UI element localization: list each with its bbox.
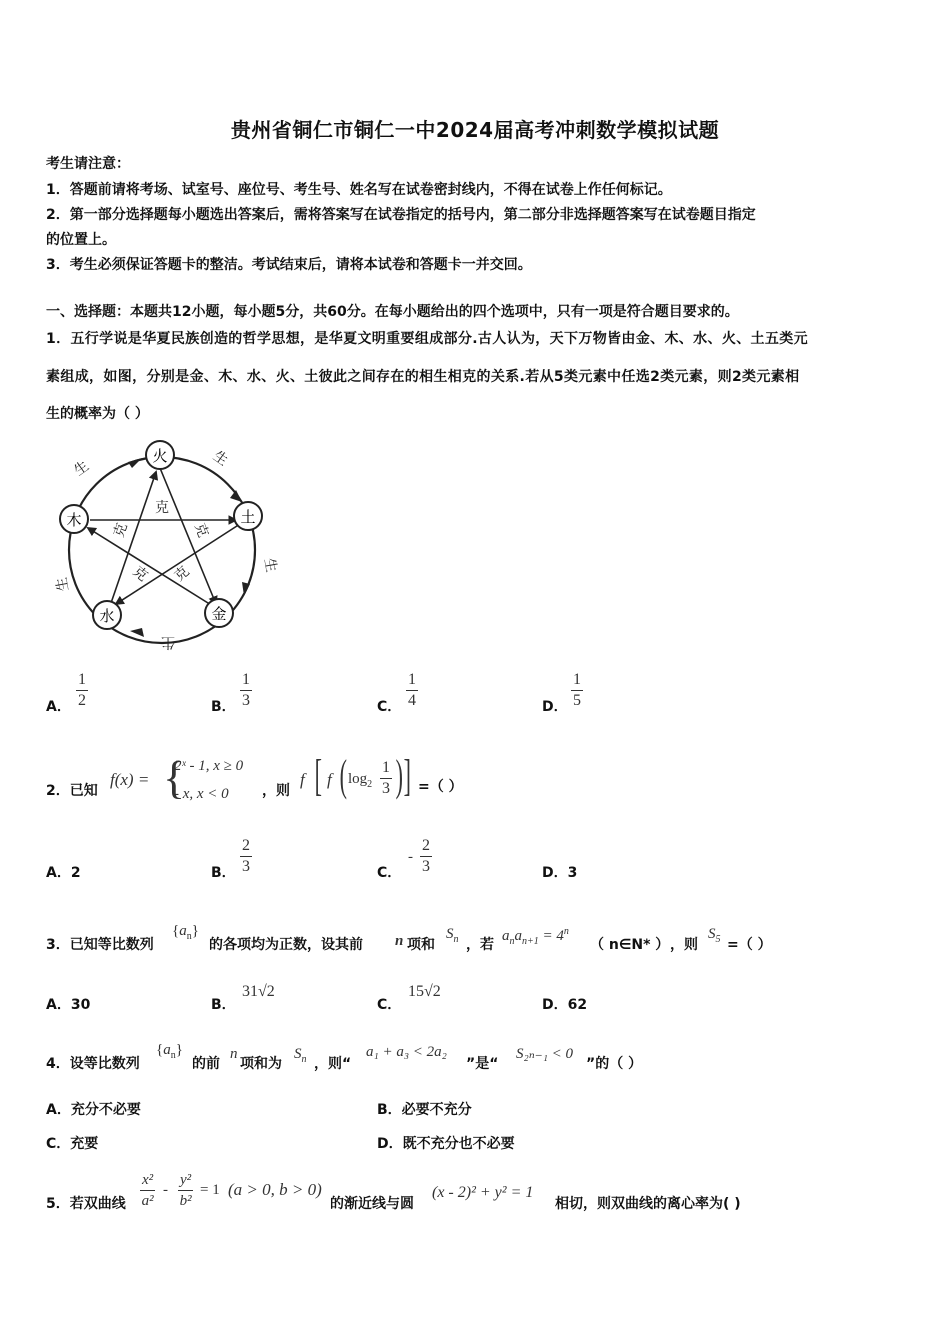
q4-prefix: 4．设等比数列 — [46, 1056, 140, 1072]
q1-option-d[interactable]: D． — [542, 699, 568, 715]
q4-text-1: 的前 — [192, 1056, 220, 1072]
notice-heading: 考生请注意： — [46, 156, 130, 172]
q2-paren-left: ( — [339, 751, 347, 800]
q2-f-inner: f — [327, 770, 332, 789]
notice-item-2: 2．第一部分选择题每小题选出答案后，需将答案写在试卷指定的括号内，第二部分非选择题答案写在试卷题目指定 — [46, 207, 756, 223]
ke-label: 克 — [191, 521, 211, 540]
notice-item-3: 3．考生必须保证答题卡的整洁。考试结束后，请将本试卷和答题卡一并交回。 — [46, 257, 532, 273]
q4-option-c[interactable]: C．充要 — [46, 1136, 99, 1152]
q2-bracket-left: [ — [314, 751, 322, 800]
q3-text-2: 项和 — [407, 937, 435, 953]
sheng-label: 生 — [260, 557, 280, 574]
page-title: 贵州省铜仁市铜仁一中2024届高考冲刺数学模拟试题 — [230, 118, 720, 142]
q3-S: $S_n$ — [446, 926, 459, 945]
q4-S: $S_n$ — [294, 1046, 307, 1065]
q1-option-b[interactable]: B． — [211, 699, 236, 715]
q2-brace: { — [163, 752, 186, 803]
sheng-label: 生 — [161, 634, 175, 650]
sheng-label: 生 — [209, 448, 231, 470]
q4-n: n — [230, 1046, 238, 1062]
q3-option-b[interactable]: B． — [211, 997, 236, 1013]
notice-item-2-cont: 的位置上。 — [46, 232, 116, 248]
q2-suffix: =（ ） — [418, 779, 463, 795]
q3-text-3: ，若 — [466, 937, 494, 953]
node-water-label: 水 — [99, 607, 115, 625]
ke-label: 克 — [111, 521, 131, 540]
q1-line-3: 生的概率为（ ） — [46, 406, 149, 422]
q4-text-3: ，则“ — [314, 1056, 352, 1072]
q2-log-fraction: $\frac{1}{3}$ — [382, 759, 390, 797]
q3-option-a[interactable]: A．30 — [46, 997, 91, 1013]
sheng-label: 生 — [71, 458, 93, 480]
node-metal-label: 金 — [211, 605, 227, 623]
ke-label: 克 — [129, 563, 151, 585]
arrow-head — [128, 458, 142, 468]
q3-condition: （ n∈N* ） — [590, 937, 670, 953]
q1-line-2: 素组成，如图，分别是金、木、水、火、土彼此之间存在的相生相克的关系.若从5类元素中任选2类元素，则2类元素相 — [46, 369, 800, 385]
five-elements-diagram — [50, 432, 290, 660]
q5-minus: - — [163, 1182, 168, 1198]
q2-f-outer: f — [300, 770, 305, 789]
q4-option-a[interactable]: A．充分不必要 — [46, 1102, 141, 1118]
q1-option-b-fraction: $\frac{1}{3}$ — [242, 671, 250, 709]
q1-option-c[interactable]: C． — [377, 699, 402, 715]
q4-text-4: ”是“ — [466, 1056, 499, 1072]
q3-n: n — [395, 933, 404, 949]
q3-text-4: ，则 — [670, 937, 698, 953]
q2-option-b[interactable]: B． — [211, 865, 236, 881]
q3-option-d[interactable]: D．62 — [542, 997, 588, 1013]
q3-seq: $\{a_n\}$ — [172, 923, 199, 942]
q3-option-c-value: 15√2 — [408, 983, 441, 1000]
q2-option-c[interactable]: C． — [377, 865, 402, 881]
q5-y-fraction: $\frac{\text{y²}}{\text{b²}}$ — [179, 1172, 192, 1209]
q4-text-5: ”的（ ） — [586, 1056, 643, 1072]
q2-log: $\log_2$ — [348, 771, 373, 790]
q2-option-d[interactable]: D．3 — [542, 865, 578, 881]
q4-text-2: 项和为 — [240, 1056, 282, 1072]
q2-case-1: 2ˣ - 1, x ≥ 0 — [174, 758, 244, 774]
ke-label: 克 — [171, 563, 193, 585]
q3-relation: $a_na_{n+1} = 4^n$ — [502, 926, 569, 947]
section-heading: 一、选择题：本题共12小题，每小题5分，共60分。在每小题给出的四个选项中，只有一项是符合题目要求的。 — [46, 304, 739, 320]
node-fire-label: 火 — [152, 447, 168, 465]
q4-option-d[interactable]: D．既不充分也不必要 — [377, 1136, 515, 1152]
q1-option-a-fraction: $\frac{1}{2}$ — [78, 671, 86, 709]
q2-mid: ，则 — [262, 783, 290, 799]
q4-option-b[interactable]: B．必要不充分 — [377, 1102, 472, 1118]
arrow-head — [230, 490, 242, 502]
q4-condition-2: S₂ₙ₋₁ < 0 — [516, 1046, 574, 1062]
q2-paren-right: ) — [395, 751, 403, 800]
q3-end: =（ ） — [727, 937, 772, 953]
q2-option-b-fraction: $\frac{2}{3}$ — [242, 837, 250, 875]
q1-option-a[interactable]: A． — [46, 699, 71, 715]
q5-circle: (x - 2)² + y² = 1 — [432, 1184, 534, 1201]
node-wood-label: 木 — [66, 511, 82, 529]
q2-case-2: - x, x < 0 — [174, 786, 229, 802]
ke-label: 克 — [155, 500, 169, 516]
q2-prefix: 2．已知 — [46, 783, 98, 799]
q3-text-1: 的各项均为正数，设其前 — [209, 937, 363, 953]
q1-option-d-fraction: $\frac{1}{5}$ — [573, 671, 581, 709]
node-earth-label: 土 — [240, 508, 256, 526]
q5-equals: = 1 — [200, 1182, 220, 1198]
q2-option-a[interactable]: A．2 — [46, 865, 81, 881]
q5-condition: (a > 0, b > 0) — [228, 1180, 322, 1199]
q2-option-c-sign: - — [408, 849, 413, 865]
arrow-head — [130, 628, 144, 637]
sheng-label: 生 — [53, 575, 73, 593]
q3-prefix: 3．已知等比数列 — [46, 937, 154, 953]
q3-S5: $S_5$ — [708, 926, 721, 945]
q5-text-1: 的渐近线与圆 — [330, 1196, 414, 1212]
q4-seq: $\{a_n\}$ — [156, 1042, 183, 1061]
q5-prefix: 5．若双曲线 — [46, 1196, 126, 1212]
q3-option-c[interactable]: C． — [377, 997, 402, 1013]
notice-item-1: 1．答题前请将考场、试室号、座位号、考生号、姓名写在试卷密封线内，不得在试卷上作任何标记。 — [46, 182, 672, 198]
q2-fx: f(x) = — [110, 770, 150, 789]
q3-option-b-value: 31√2 — [242, 983, 275, 1000]
q5-x-fraction: $\frac{\text{x²}}{\text{a²}}$ — [141, 1172, 154, 1209]
q2-option-c-fraction: $\frac{2}{3}$ — [422, 837, 430, 875]
q4-condition-1: a₁ + a₃ < 2a₂ — [366, 1044, 447, 1060]
q5-text-2: 相切，则双曲线的离心率为( ) — [555, 1196, 741, 1212]
q2-bracket-right: ] — [403, 751, 411, 800]
q1-line-1: 1．五行学说是华夏民族创造的哲学思想，是华夏文明重要组成部分.古人认为，天下万物皆由金、木、水、火、土五类元 — [46, 331, 808, 347]
q1-option-c-fraction: $\frac{1}{4}$ — [408, 671, 416, 709]
